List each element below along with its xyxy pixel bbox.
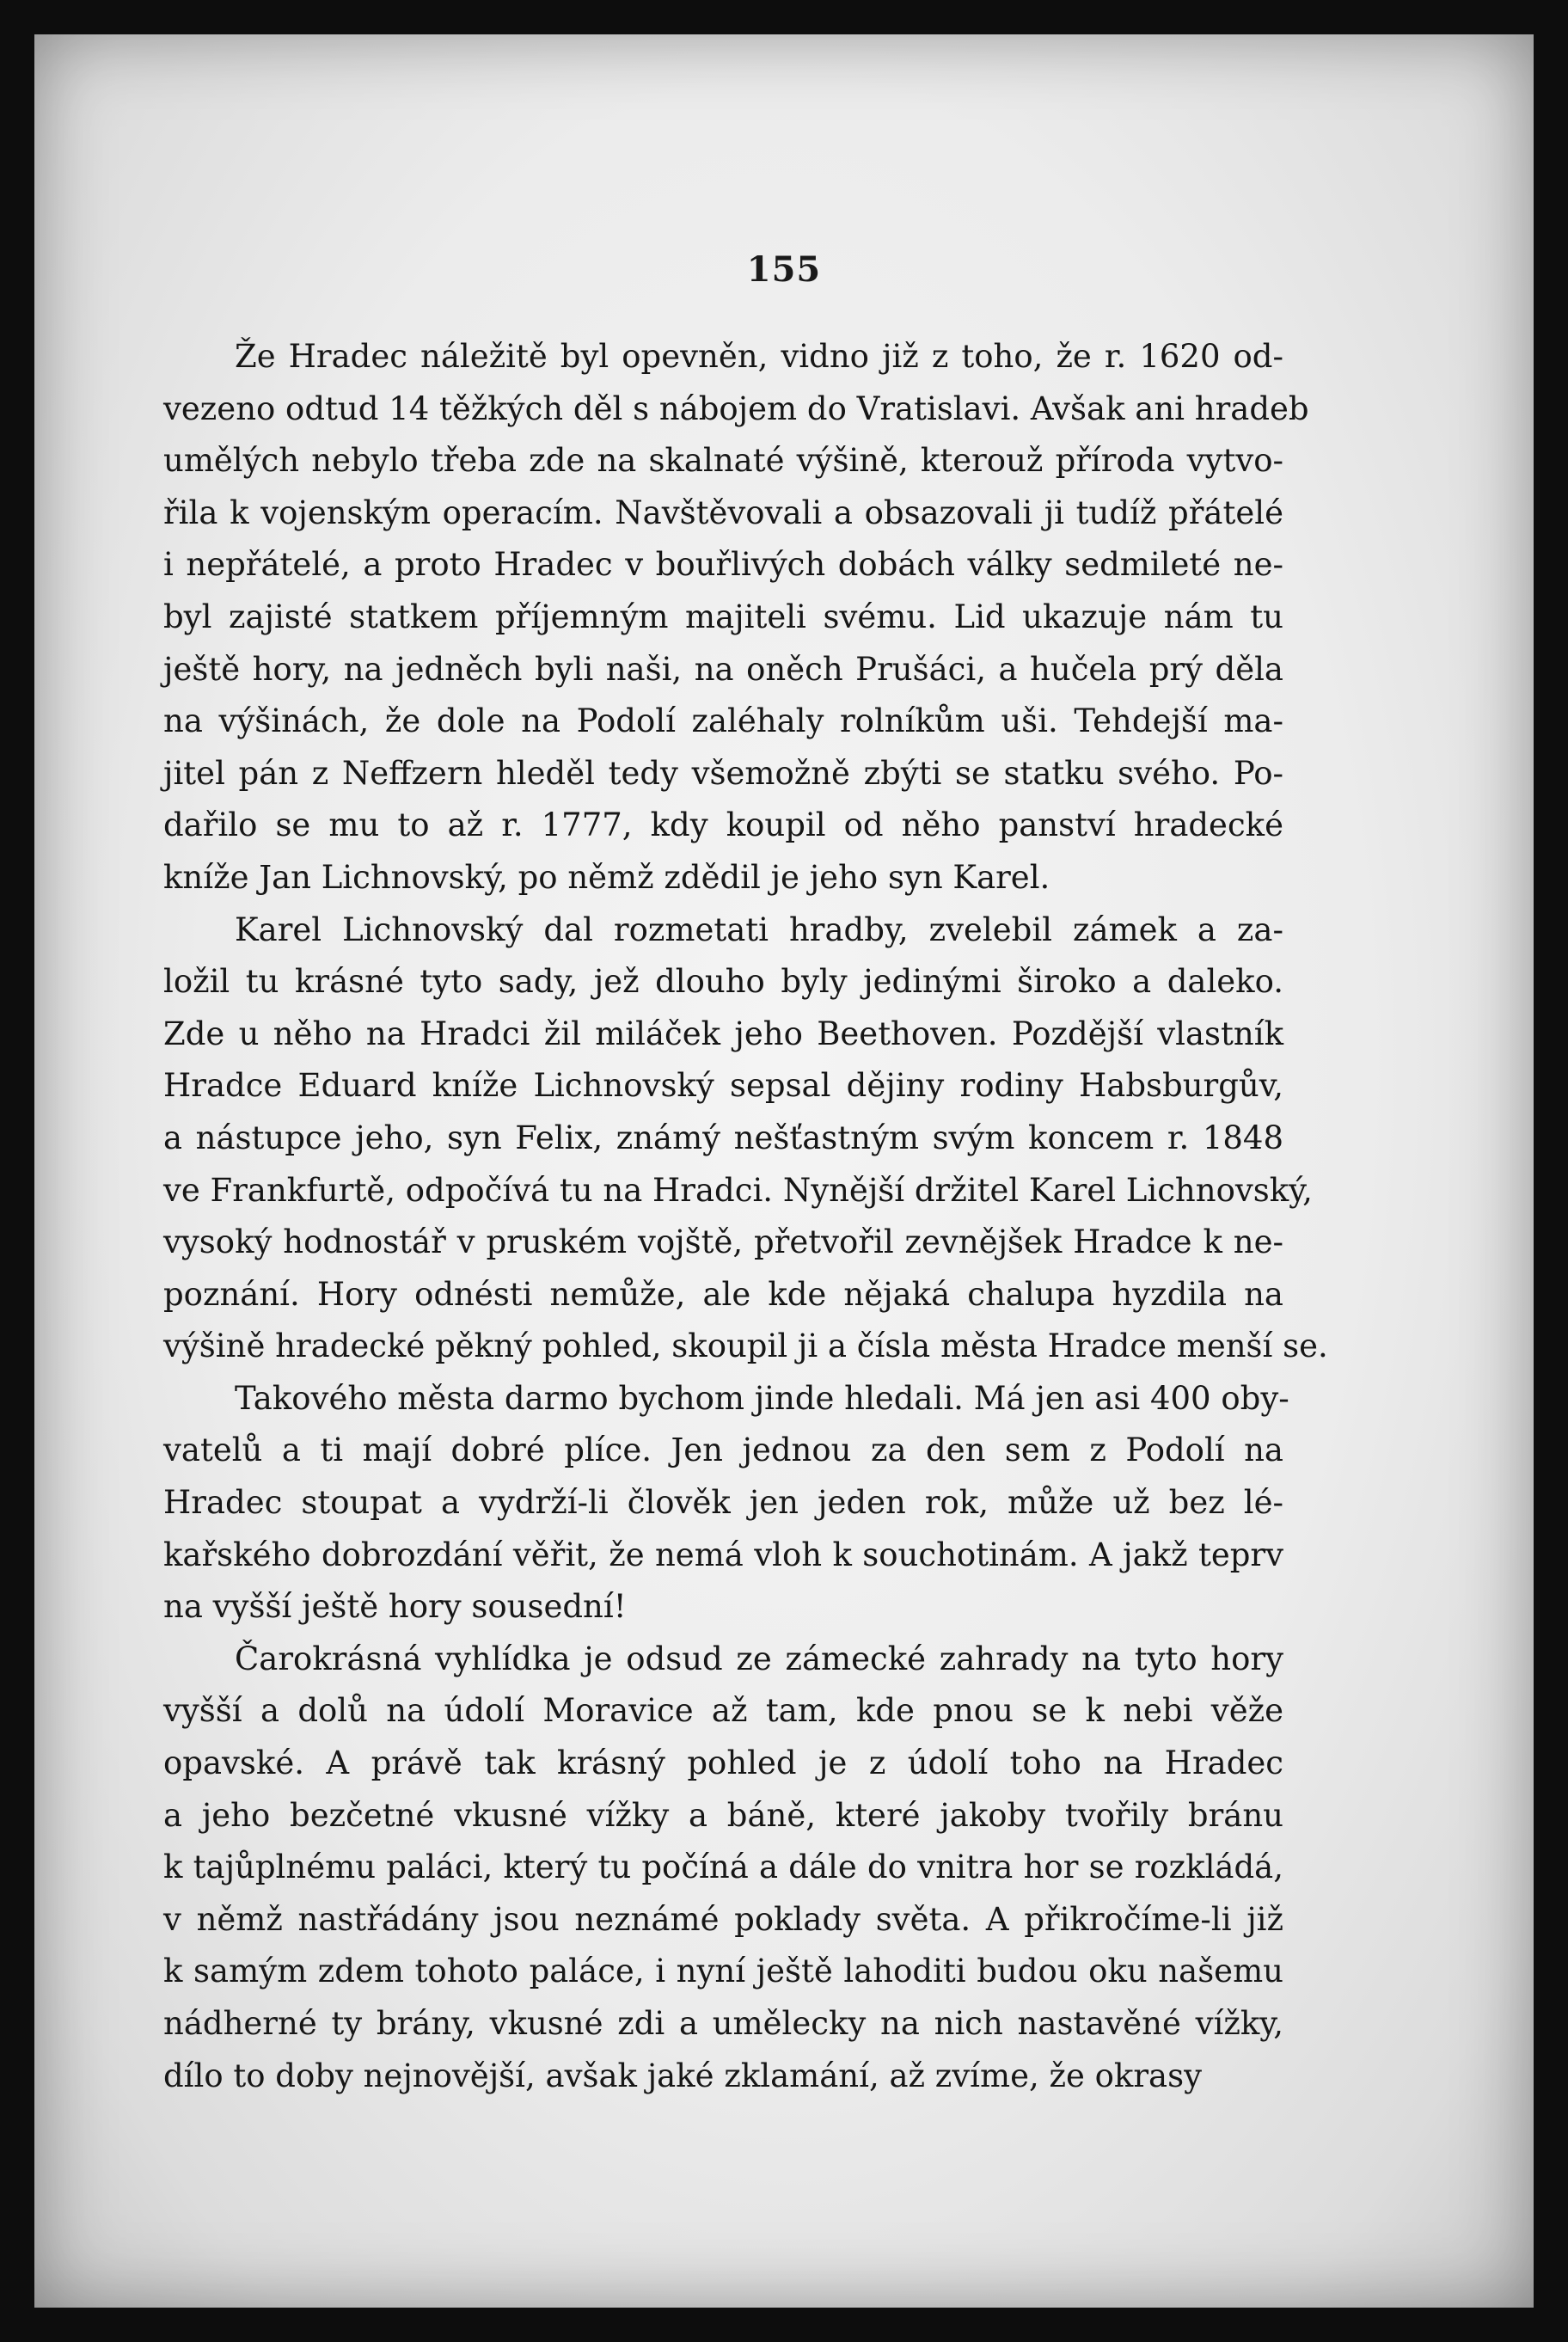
text-line: Čarokrásná vyhlídka je odsud ze zámecké zahrady na tyto hory (235, 1640, 1283, 1677)
text-line: dílo to doby nejnovější, avšak jaké zklamání, až zvíme, že okrasy (163, 2057, 1202, 2094)
paragraph (163, 1373, 1289, 1634)
text-line: Že Hradec náležitě byl opevněn, vidno již z toho, že r. 1620 od- (235, 338, 1283, 375)
text-line: Zde u něho na Hradci žil miláček jeho Beethoven. Pozdější vlastník (163, 1015, 1283, 1052)
text-line: byl zajisté statkem příjemným majiteli svému. Lid ukazuje nám tu (163, 598, 1283, 635)
text-line: i nepřátelé, a proto Hradec v bouřlivých dobách války sedmileté ne- (163, 546, 1283, 584)
text-line: v němž nastřádány jsou neznámé poklady světa. A přikročíme-li již (163, 1900, 1283, 1938)
text-line: na výšinách, že dole na Podolí zaléhaly rolníkům uši. Tehdejší ma- (163, 702, 1283, 740)
text-line: Takového města darmo bychom jinde hledali. Má jen asi 400 oby- (235, 1379, 1289, 1417)
text-line: poznání. Hory odnésti nemůže, ale kde nějaká chalupa hyzdila na (163, 1275, 1283, 1313)
text-line: dařilo se mu to až r. 1777, kdy koupil od něho panství hradecké (163, 806, 1283, 844)
text-line: výšině hradecké pěkný pohled, skoupil ji a čísla města Hradce menší se. (163, 1327, 1328, 1365)
text-line: jitel pán z Neffzern hleděl tedy všemožně zbýti se statku svého. Po- (163, 754, 1283, 792)
paragraph (163, 904, 1328, 1373)
text-line: Karel Lichnovský dal rozmetati hradby, zvelebil zámek a za- (235, 910, 1283, 948)
text-line: vyšší a dolů na údolí Moravice až tam, kde pnou se k nebi věže (163, 1692, 1283, 1730)
text-line: k tajůplnému paláci, který tu počíná a dále do vnitra hor se rozkládá, (163, 1848, 1283, 1886)
text-line: a jeho bezčetné vkusné vížky a báně, které jakoby tvořily bránu (163, 1796, 1283, 1834)
text-line: opavské. A právě tak krásný pohled je z údolí toho na Hradec (163, 1744, 1283, 1782)
paragraph (163, 1634, 1283, 2102)
text-line: kníže Jan Lichnovský, po němž zdědil je jeho syn Karel. (163, 858, 1050, 896)
page-number: 155 (746, 249, 822, 290)
text-line: Hradce Eduard kníže Lichnovský sepsal dějiny rodiny Habsburgův, (163, 1067, 1283, 1105)
text-line: řila k vojenským operacím. Navštěvovali a obsazovali ji tudíž přátelé (163, 494, 1283, 531)
book-page (34, 34, 1534, 2308)
text-line: kařského dobrozdání věřit, že nemá vloh k souchotinám. A jakž teprv (163, 1536, 1283, 1573)
text-line: ve Frankfurtě, odpočívá tu na Hradci. Nynější držitel Karel Lichnovský, (163, 1171, 1313, 1209)
text-line: ještě hory, na jedněch byli naši, na oněch Prušáci, a hučela prý děla (163, 650, 1283, 688)
paragraph (163, 331, 1309, 904)
text-line: a nástupce jeho, syn Felix, známý nešťastným svým koncem r. 1848 (163, 1119, 1283, 1156)
text-line: Hradec stoupat a vydrží-li člověk jen jeden rok, může už bez lé- (163, 1484, 1283, 1522)
text-line: k samým zdem tohoto paláce, i nyní ještě lahoditi budou oku našemu (163, 1953, 1283, 1990)
text-line: umělých nebylo třeba zde na skalnaté výšině, kterouž příroda vytvo- (163, 442, 1283, 480)
text-line: vatelů a ti mají dobré plíce. Jen jednou za den sem z Podolí na (163, 1432, 1283, 1469)
text-line: vysoký hodnostář v pruském vojště, přetvořil zevnějšek Hradce k ne- (163, 1223, 1283, 1261)
text-line: vezeno odtud 14 těžkých děl s nábojem do Vratislavi. Avšak ani hradeb (163, 389, 1309, 427)
text-line: nádherné ty brány, vkusné zdi a umělecky na nich nastavěné vížky, (163, 2005, 1283, 2042)
text-line: ložil tu krásné tyto sady, jež dlouho byly jedinými široko a daleko. (163, 963, 1283, 1001)
body-text (163, 331, 1328, 2102)
text-line: na vyšší ještě hory sousední! (163, 1588, 627, 1626)
